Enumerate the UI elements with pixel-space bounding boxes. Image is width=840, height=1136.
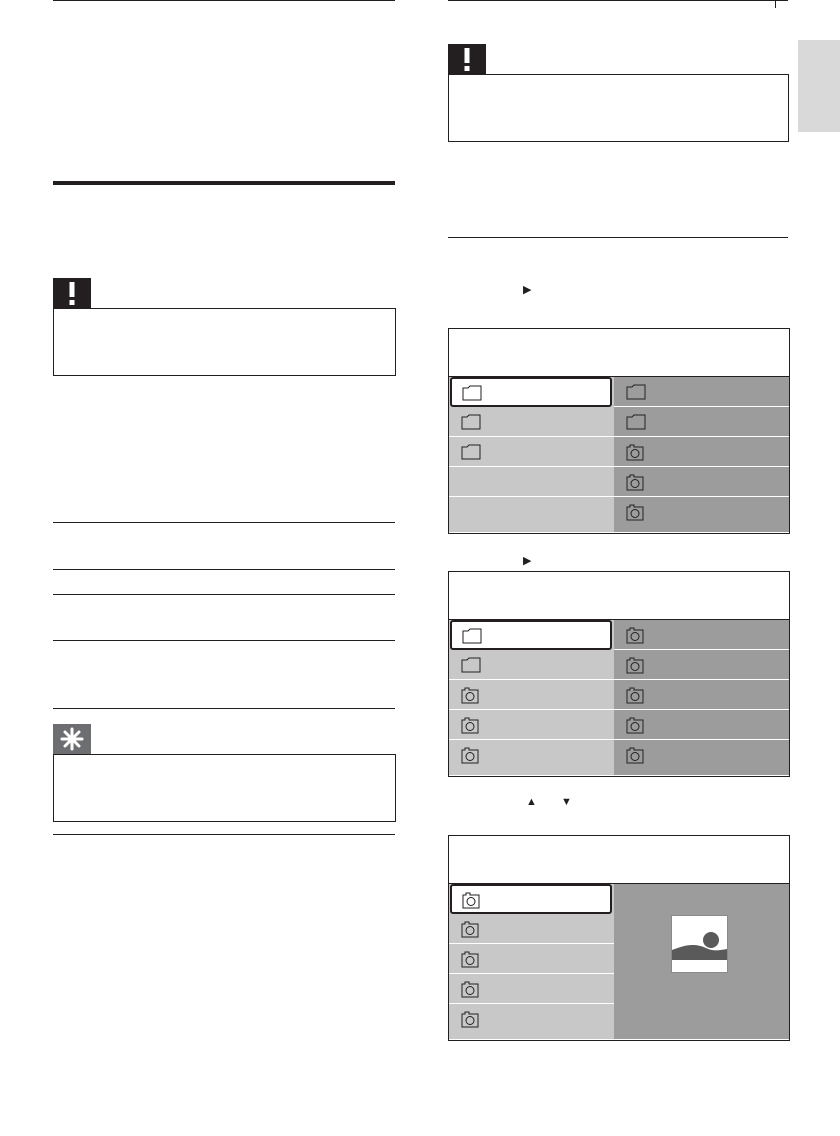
table-rule-4 (53, 640, 395, 641)
down-arrow-icon: ▼ (561, 796, 572, 808)
folder-list-left (449, 377, 614, 532)
table-rule-3 (53, 594, 395, 595)
list-item[interactable] (449, 710, 614, 740)
section-heading-rule (53, 181, 395, 185)
preview-pane (614, 884, 789, 1039)
photo-file-icon (461, 981, 479, 1003)
bottom-rule-left (53, 834, 395, 835)
list-item-empty (449, 467, 614, 497)
panel-header (449, 836, 789, 884)
list-item[interactable] (614, 407, 789, 437)
folder-icon (462, 628, 482, 649)
list-item[interactable] (614, 620, 789, 650)
list-item-selected[interactable] (450, 377, 612, 407)
right-arrow-icon: ▶ (523, 555, 532, 567)
folder-icon (626, 384, 646, 405)
image-preview-icon (671, 915, 728, 973)
photo-file-icon (461, 687, 479, 709)
folder-list-right (614, 377, 789, 532)
folder-icon (461, 414, 481, 435)
list-item[interactable] (449, 944, 614, 974)
photo-file-icon (626, 717, 644, 739)
folder-icon (461, 444, 481, 465)
language-side-tab (798, 40, 840, 132)
top-rule-right (448, 0, 788, 1)
content-browser-screen-3 (448, 835, 790, 1041)
list-item[interactable] (449, 407, 614, 437)
right-arrow-icon: ▶ (523, 284, 532, 296)
top-rule-left (53, 0, 395, 1)
list-item[interactable] (449, 974, 614, 1004)
panel-body (449, 377, 789, 532)
photo-file-icon (462, 892, 480, 914)
photo-file-icon (461, 747, 479, 769)
table-rule-5 (53, 708, 395, 709)
section-rule-right (448, 237, 788, 238)
list-item[interactable] (449, 1004, 614, 1034)
list-item[interactable] (614, 710, 789, 740)
photo-file-icon (626, 627, 644, 649)
list-item[interactable] (614, 467, 789, 497)
file-list-right (614, 620, 789, 775)
caution-box-right (448, 74, 789, 142)
list-item[interactable] (449, 650, 614, 680)
list-item-empty (449, 497, 614, 527)
list-item[interactable] (449, 914, 614, 944)
photo-file-icon (626, 747, 644, 769)
photo-file-icon (461, 921, 479, 943)
caution-icon (448, 44, 486, 74)
panel-body (449, 620, 789, 775)
tip-box (53, 754, 396, 822)
photo-file-icon (461, 717, 479, 739)
photo-file-icon (626, 657, 644, 679)
caution-icon (53, 278, 91, 308)
file-list-left (449, 620, 614, 775)
crop-mark-line (775, 0, 776, 8)
panel-body (449, 884, 789, 1039)
up-arrow-icon: ▲ (526, 796, 537, 808)
folder-icon (462, 385, 482, 406)
list-item[interactable] (614, 497, 789, 527)
list-item-selected[interactable] (450, 620, 612, 650)
list-item[interactable] (614, 437, 789, 467)
folder-icon (626, 414, 646, 435)
list-item[interactable] (449, 437, 614, 467)
list-item[interactable] (614, 740, 789, 770)
folder-icon (461, 657, 481, 678)
table-rule-1 (53, 522, 395, 523)
photo-file-icon (626, 444, 644, 466)
table-rule-2 (53, 569, 395, 570)
list-item[interactable] (614, 650, 789, 680)
photo-file-icon (461, 951, 479, 973)
content-browser-screen-2 (448, 571, 790, 777)
panel-header (449, 329, 789, 377)
caution-box-left (53, 308, 396, 376)
list-item[interactable] (449, 740, 614, 770)
photo-file-icon (626, 474, 644, 496)
photo-file-icon (461, 1011, 479, 1033)
panel-header (449, 572, 789, 620)
list-item-selected[interactable] (450, 884, 612, 914)
content-browser-screen-1 (448, 328, 790, 534)
photo-file-icon (626, 687, 644, 709)
photo-file-icon (626, 504, 644, 526)
list-item[interactable] (614, 377, 789, 407)
tip-icon (53, 724, 91, 754)
list-item[interactable] (614, 680, 789, 710)
photo-list (449, 884, 614, 1039)
list-item[interactable] (449, 680, 614, 710)
